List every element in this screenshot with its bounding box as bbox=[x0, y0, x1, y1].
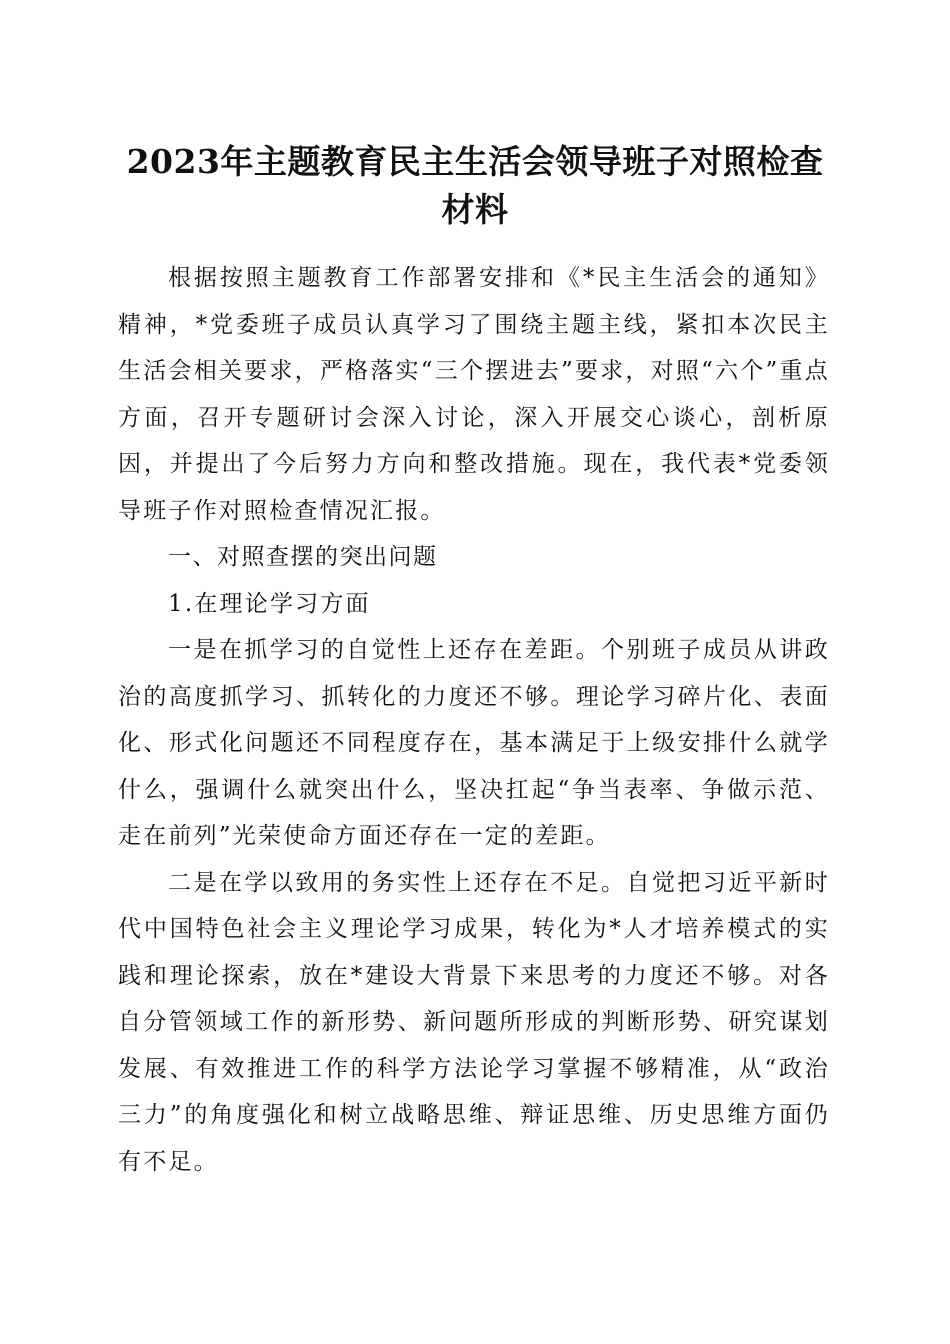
intro-paragraph: 根据按照主题教育工作部署安排和《*民主生活会的通知》精神，*党委班子成员认真学习了围绕主题主线，紧扣本次民主生活会相关要求，严格落实“三个摆进去”要求，对照“六个”重点方面，召开专题研讨会深入讨论，深入开展交心谈心，剖析原因，并提出了今后努力方向和整改措施。现在，我代表*党委领导班子作对照检查情况汇报。 bbox=[118, 265, 830, 524]
point-1-text: 个别班子成员从讲政治的高度抓学习、抓转化的力度还不够。理论学习碎片化、表面化、形式化问题还不同程度存在，基本满足于上级安排什么就学什么，强调什么就突出什么，坚决扛起“争当表率、争做示范、走在前列”光荣使命方面还存在一定的差距。 bbox=[118, 637, 830, 849]
section-heading: 一、对照查摆的突出问题 bbox=[168, 544, 438, 570]
point-1-lead: 一是在抓学习的自觉性上还存在差距。 bbox=[168, 637, 602, 663]
point-2-lead: 二是在学以致用的务实性上还存在不足。 bbox=[168, 869, 627, 896]
subsection-heading: 1.在理论学习方面 bbox=[168, 590, 371, 617]
point-paragraph-1 bbox=[118, 627, 830, 860]
document-body bbox=[118, 255, 830, 1185]
point-paragraph-2 bbox=[118, 860, 830, 1186]
point-2-text: 自觉把习近平新时代中国特色社会主义理论学习成果，转化为*人才培养模式的实践和理论探索，放在*建设大背景下来思考的力度还不够。对各自分管领域工作的新形势、新问题所形成的判断形势、研究谋划发展、有效推进工作的科学方法论学习掌握不够精准，从“政治三力”的角度强化和树立战略思维、辩证思维、历史思维方面仍有不足。 bbox=[118, 869, 830, 1175]
document-title: 2023年主题教育民主生活会领导班子对照检查材料 bbox=[126, 142, 824, 229]
